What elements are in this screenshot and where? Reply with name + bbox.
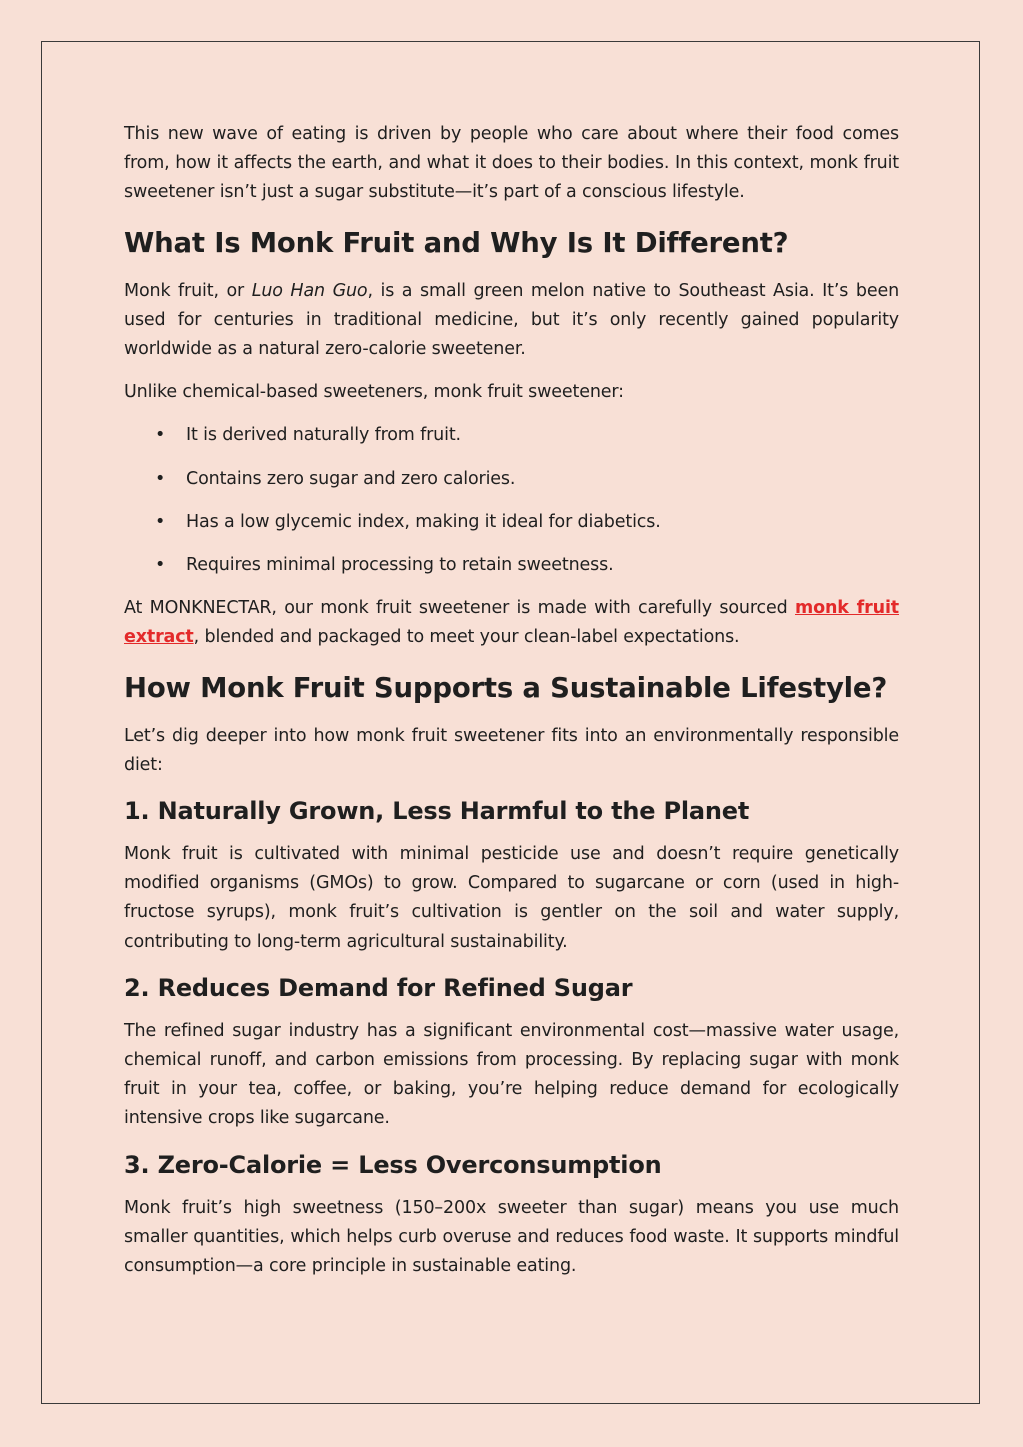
intro-paragraph: This new wave of eating is driven by people who care about where their food comes from, how it affects the earth, and what it does to their bodies. In this context, monk fruit sweetener isn’t just a sugar substitute—it’s part of a conscious lifestyle. — [124, 124, 899, 203]
list-item-text: It is derived naturally from fruit. — [186, 425, 461, 446]
naturally-grown-paragraph: Monk fruit is cultivated with minimal pesticide use and doesn’t require genetically modified organisms (GMOs) to grow. Compared to sugarcane or corn (used in high-fructose syrups), monk fruit’s cultivation is gentler on the soil and water supply, contributing to long-term agricultural sustainability. — [124, 844, 899, 952]
bullet-icon: • — [155, 468, 166, 489]
zero-calorie-paragraph: Monk fruit’s high sweetness (150–200x sweeter than sugar) means you use much smaller quantities, which helps curb overuse and reduces food waste. It supports mindful consumption—a core principle in sustainable eating. — [124, 1197, 899, 1277]
section-heading-what-is-monk-fruit: What Is Monk Fruit and Why Is It Different? — [124, 226, 789, 259]
monk-fruit-description — [124, 277, 899, 365]
bullet-icon: • — [155, 555, 166, 576]
sustainability-intro: Let’s dig deeper into how monk fruit sweetener fits into an environmentally responsible diet: — [124, 725, 899, 775]
document-body — [124, 120, 899, 1281]
comparison-intro: Unlike chemical-based sweeteners, monk fruit sweetener: — [124, 382, 624, 403]
subheading-naturally-grown: 1. Naturally Grown, Less Harmful to the Planet — [124, 797, 750, 826]
section-heading-sustainable-lifestyle: How Monk Fruit Supports a Sustainable Lifestyle? — [124, 671, 888, 704]
bullet-icon: • — [155, 425, 166, 446]
list-item-text: Has a low glycemic index, making it ideal for diabetics. — [186, 511, 661, 532]
description-text-end: , is a small green melon native to Southeast Asia. It’s been used for centuries in traditional medicine, but it’s only recently gained popularity worldwide as a natural zero-calorie sweetener. — [124, 280, 900, 360]
benefits-list — [124, 421, 899, 580]
refined-sugar-paragraph: The refined sugar industry has a significant environmental cost—massive water usage, chemical runoff, and carbon emissions from processing. By replacing sugar with monk fruit in your tea, coffee, or baking, you’re helping reduce demand for ecologically intensive crops like sugarcane. — [124, 1020, 899, 1129]
description-text-start: Monk fruit, or — [124, 280, 252, 301]
monk-fruit-extract-link[interactable]: monk fruit extract — [124, 598, 900, 648]
luo-han-guo-term: Luo Han Guo — [251, 280, 368, 301]
monknectar-text-end: , blended and packaged to meet your clean-label expectations. — [193, 627, 740, 648]
list-item-text: Contains zero sugar and zero calories. — [186, 468, 516, 489]
list-item — [124, 508, 899, 537]
subheading-refined-sugar: 2. Reduces Demand for Refined Sugar — [124, 973, 633, 1002]
monknectar-paragraph — [124, 594, 899, 652]
subheading-zero-calorie: 3. Zero-Calorie = Less Overconsumption — [124, 1150, 662, 1179]
list-item-text: Requires minimal processing to retain sweetness. — [186, 555, 614, 576]
list-item — [124, 465, 899, 494]
list-item — [124, 421, 899, 450]
monknectar-text-start: At MONKNECTAR, our monk fruit sweetener is made with carefully sourced — [124, 598, 795, 619]
list-item — [124, 551, 899, 580]
bullet-icon: • — [155, 511, 166, 532]
